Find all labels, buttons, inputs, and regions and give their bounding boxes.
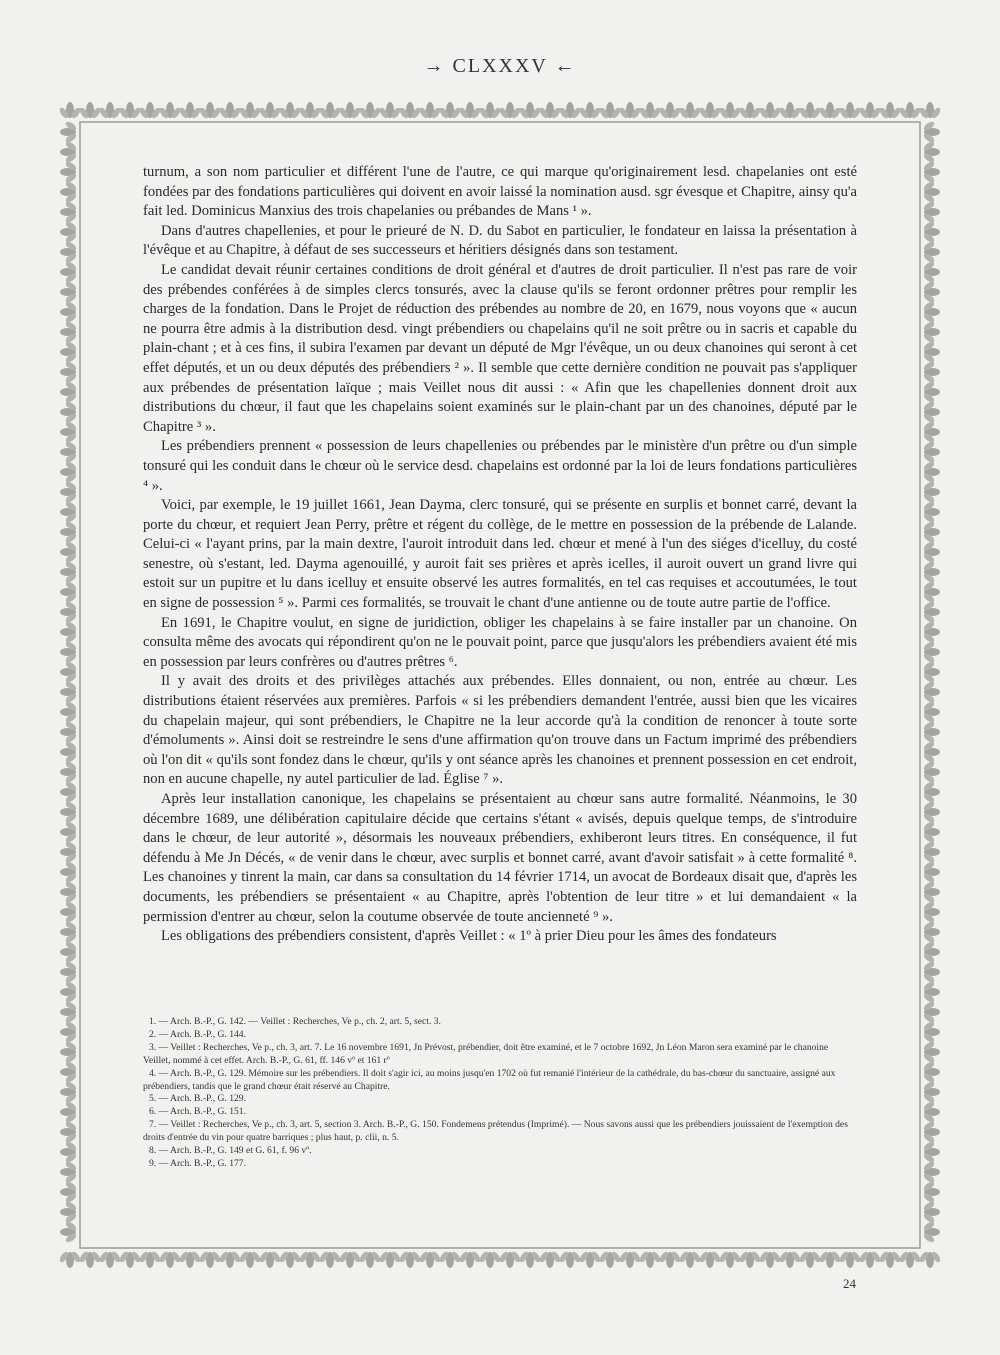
leaf-ornament	[922, 580, 940, 604]
leaf-ornament	[338, 1250, 362, 1268]
leaf-ornament	[922, 660, 940, 684]
leaf-ornament	[922, 240, 940, 264]
leaf-ornament	[658, 1250, 682, 1268]
footnote: 5. — Arch. B.-P., G. 129.	[149, 1093, 247, 1105]
leaf-ornament	[922, 720, 940, 744]
leaf-ornament	[60, 1140, 78, 1164]
leaf-ornament	[758, 1250, 782, 1268]
leaf-ornament	[878, 102, 902, 120]
page-number: 24	[843, 1276, 856, 1291]
leaf-ornament	[238, 102, 262, 120]
leaf-ornament	[258, 1250, 282, 1268]
leaf-ornament	[298, 1250, 322, 1268]
leaf-ornament	[922, 880, 940, 904]
leaf-ornament	[922, 980, 940, 1004]
leaf-ornament	[922, 1060, 940, 1084]
leaf-ornament	[60, 280, 78, 304]
paragraph: turnum, a son nom particulier et différent l'une de l'autre, ce qui marque qu'originairement lesd. chapelanies ont esté fondées par des fondations particulières qui doivent en avoir laissé la nomination ausd. sgr évesque et Chapitre, ainsy qu'a fait led. Dominicus Manxius des trois chapelanies ou prébandes de Mans ¹ ».	[143, 164, 857, 220]
leaf-ornament	[158, 1250, 182, 1268]
leaf-ornament	[398, 1250, 422, 1268]
leaf-ornament	[922, 680, 940, 704]
leaf-ornament	[922, 360, 940, 384]
leaf-ornament	[60, 1180, 78, 1204]
leaf-ornament	[698, 1250, 722, 1268]
footnote: 9. — Arch. B.-P., G. 177.	[149, 1157, 247, 1169]
leaf-ornament	[60, 660, 78, 684]
leaf-ornament	[778, 1250, 802, 1268]
leaf-ornament	[60, 920, 78, 944]
leaf-ornament	[558, 1250, 582, 1268]
leaf-ornament	[58, 1250, 82, 1268]
leaf-ornament	[138, 1250, 162, 1268]
leaf-ornament	[458, 102, 482, 120]
leaf-ornament	[922, 800, 940, 824]
leaf-ornament	[60, 340, 78, 364]
leaf-ornament	[922, 1020, 940, 1044]
leaf-ornament	[798, 102, 822, 120]
leaf-ornament	[518, 1250, 542, 1268]
leaf-ornament	[922, 420, 940, 444]
leaf-ornament	[718, 1250, 742, 1268]
leaf-ornament	[638, 1250, 662, 1268]
paragraph: Il y avait des droits et des privilèges attachés aux prébendes. Elles donnaient, ou non, entrée au chœur. Les distributions étaient réservées aux premières. Parfois « si les prébendiers demandent l'entrée, aussi bien que les vicaires du chapelain majeur, qui sont prébendiers, le Chapitre ne la leur accorde qu'à la condition de renoncer à toute sorte d'émoluments ». Ainsi doit se restreindre le sens d'une affirmation qu'on trouve dans un Factum imprimé des prébendiers où l'on dit « qu'ils sont fondez dans le chœur, qu'ils y ont séance après les chanoines et prennent possession en cet endroit, non en aucune chapelle, ny autel particulier de lad. Église ⁷ ».	[143, 673, 857, 788]
leaf-ornament	[60, 320, 78, 344]
leaf-ornament	[922, 380, 940, 404]
leaf-ornament	[418, 1250, 442, 1268]
leaf-ornament	[838, 1250, 862, 1268]
leaf-ornament	[60, 480, 78, 504]
leaf-ornament	[618, 1250, 642, 1268]
leaf-ornament	[60, 380, 78, 404]
leaf-ornament	[922, 1100, 940, 1124]
leaf-ornament	[178, 102, 202, 120]
leaf-ornament	[358, 1250, 382, 1268]
leaf-ornament	[922, 600, 940, 624]
leaf-ornament	[60, 420, 78, 444]
leaf-ornament	[858, 1250, 882, 1268]
leaf-ornament	[318, 1250, 342, 1268]
footnote: 8. — Arch. B.-P., G. 149 et G. 61, f. 96 vº.	[149, 1145, 312, 1157]
leaf-ornament	[922, 200, 940, 224]
leaf-ornament	[60, 720, 78, 744]
leaf-ornament	[60, 240, 78, 264]
leaf-ornament	[478, 102, 502, 120]
leaf-ornament	[338, 102, 362, 120]
leaf-ornament	[698, 102, 722, 120]
leaf-ornament	[60, 1220, 78, 1244]
leaf-ornament	[138, 102, 162, 120]
leaf-ornament	[498, 1250, 522, 1268]
leaf-ornament	[158, 102, 182, 120]
leaf-ornament	[578, 102, 602, 120]
leaf-ornament	[58, 102, 82, 120]
leaf-ornament	[898, 1250, 922, 1268]
leaf-ornament	[60, 400, 78, 424]
leaf-ornament	[118, 102, 142, 120]
leaf-ornament	[638, 102, 662, 120]
leaf-ornament	[258, 102, 282, 120]
leaf-ornament	[60, 360, 78, 384]
leaf-ornament	[778, 102, 802, 120]
footnote: 3. — Veillet : Recherches, Ve p., ch. 3, art. 7. Le 16 novembre 1691, Jn Prévost, prébendier, doit être examiné, et le 7 octobre 1692, Jn Léon Maron sera examiné par le chanoine Veillet, nommé à cet effet. Arch. B.-P., G. 61, ff. 146 vº et 161 rº	[143, 1041, 829, 1066]
leaf-ornament	[718, 102, 742, 120]
paragraph: En 1691, le Chapitre voulut, en signe de juridiction, obliger les chapelains à se faire installer par un chanoine. On consulta même des avocats qui répondirent qu'on ne le pouvait point, parce que jusqu'alors les prébendiers avaient été mis en possession par leurs confrères ou d'autres prêtres ⁶.	[143, 614, 857, 670]
main-text-block	[143, 163, 857, 947]
leaf-ornament	[60, 840, 78, 864]
leaf-ornament	[922, 740, 940, 764]
leaf-ornament	[922, 1120, 940, 1144]
leaf-ornament	[618, 102, 642, 120]
paragraph: Le candidat devait réunir certaines conditions de droit général et d'autres de droit particulier. Il n'est pas rare de voir des prébendes conférées à de simples clercs tonsurés, avec la clause qu'ils se feront ordonner prêtres pour remplir les charges de la fondation. Dans le Projet de réduction des prébendes au nombre de 20, en 1679, nous voyons que « aucun ne pourra être admis à la distribution desd. vingt prébendiers ou chapelains qu'il ne soit prêtre ou in sacris et capable du plain-chant ; et à ces fins, il subira l'examen par devant un député de Mgr l'évêque, un ou deux chanoines qui seront à cet effet députés, et un ou deux députés des prébendiers ² ». Il semble que cette dernière condition ne pouvait pas s'appliquer aux prébendes de présentation laïque ; mais Veillet nous dit aussi : « Afin que les chapellenies donnent droit aux distributions du chœur, il faut que les chapelains soient examinés sur le plain-chant par un des chanoines, député par le Chapitre ³ ».	[143, 261, 857, 435]
leaf-ornament	[60, 1080, 78, 1104]
leaf-ornament	[922, 1180, 940, 1204]
leaf-ornament	[60, 460, 78, 484]
footnote: 2. — Arch. B.-P., G. 144.	[149, 1028, 247, 1040]
leaf-ornament	[60, 1100, 78, 1124]
leaf-ornament	[418, 102, 442, 120]
leaf-ornament	[60, 860, 78, 884]
leaf-ornament	[60, 740, 78, 764]
leaf-ornament	[60, 760, 78, 784]
leaf-ornament	[478, 1250, 502, 1268]
footnotes-block	[143, 1016, 857, 1171]
leaf-ornament	[60, 940, 78, 964]
leaf-ornament	[922, 1200, 940, 1224]
leaf-ornament	[60, 1120, 78, 1144]
leaf-ornament	[922, 960, 940, 984]
leaf-ornament	[60, 900, 78, 924]
leaf-ornament	[918, 102, 942, 120]
leaf-ornament	[922, 440, 940, 464]
leaf-ornament	[60, 800, 78, 824]
leaf-ornament	[922, 260, 940, 284]
leaf-ornament	[118, 1250, 142, 1268]
leaf-ornament	[278, 102, 302, 120]
leaf-ornament	[922, 400, 940, 424]
leaf-ornament	[60, 780, 78, 804]
footnote: 1. — Arch. B.-P., G. 142. — Veillet : Recherches, Ve p., ch. 2, art. 5, sect. 3.	[149, 1016, 441, 1027]
leaf-ornament	[922, 1080, 940, 1104]
leaf-ornament	[922, 460, 940, 484]
footnote: 4. — Arch. B.-P., G. 129. Mémoire sur les prébendiers. Il doit s'agir ici, au moins jusqu'en 1702 où fut remanié l'intérieur de la cathédrale, du bas-chœur du sanctuaire, assigné aux prébendiers, tandis que le grand chœur était réservé au Chapitre.	[143, 1067, 836, 1092]
leaf-ornament	[818, 1250, 842, 1268]
leaf-ornament	[598, 1250, 622, 1268]
leaf-ornament	[98, 1250, 122, 1268]
leaf-ornament	[378, 102, 402, 120]
paragraph: Les prébendiers prennent « possession de leurs chapellenies ou prébendes par le ministère d'un prêtre ou d'un simple tonsuré qui les conduit dans le chœur où le service desd. chapelains est ordonné par la loi de leurs fondations particulières ⁴ ».	[143, 438, 857, 494]
leaf-ornament	[538, 102, 562, 120]
leaf-ornament	[922, 500, 940, 524]
leaf-ornament	[922, 320, 940, 344]
footnote: 7. — Veillet : Recherches, Ve p., ch. 3, art. 5, section 3. Arch. B.-P., G. 150. Fondemens prétendus (Imprimé). — Nous savons aussi que les prébendiers jouissaient de l'exemption des droits d'entrée du vin pour quatre barriques ; plus haut, p. clii, n. 5.	[143, 1119, 848, 1144]
leaf-ornament	[922, 540, 940, 564]
leaf-ornament	[218, 102, 242, 120]
leaf-ornament	[60, 1020, 78, 1044]
leaf-ornament	[518, 102, 542, 120]
leaf-ornament	[922, 940, 940, 964]
leaf-ornament	[922, 620, 940, 644]
leaf-ornament	[178, 1250, 202, 1268]
leaf-ornament	[318, 102, 342, 120]
leaf-ornament	[922, 860, 940, 884]
leaf-ornament	[60, 1000, 78, 1024]
paragraph: Dans d'autres chapellenies, et pour le prieuré de N. D. du Sabot en particulier, le fondateur en laissa la présentation à l'évêque et au Chapitre, à défaut de ses successeurs et héritiers désignés dans son testament.	[143, 222, 857, 259]
leaf-ornament	[758, 102, 782, 120]
leaf-ornament	[918, 1250, 942, 1268]
leaf-ornament	[60, 440, 78, 464]
leaf-ornament	[60, 580, 78, 604]
leaf-ornament	[922, 280, 940, 304]
leaf-ornament	[598, 102, 622, 120]
leaf-ornament	[60, 640, 78, 664]
leaf-ornament	[458, 1250, 482, 1268]
leaf-ornament	[922, 180, 940, 204]
leaf-ornament	[538, 1250, 562, 1268]
leaf-ornament	[60, 1160, 78, 1184]
leaf-ornament	[922, 920, 940, 944]
leaf-ornament	[498, 102, 522, 120]
leaf-ornament	[238, 1250, 262, 1268]
leaf-ornament	[78, 102, 102, 120]
leaf-ornament	[922, 160, 940, 184]
leaf-ornament	[922, 1160, 940, 1184]
leaf-ornament	[278, 1250, 302, 1268]
leaf-ornament	[60, 600, 78, 624]
leaf-ornament	[922, 120, 940, 144]
leaf-ornament	[898, 102, 922, 120]
leaf-ornament	[60, 700, 78, 724]
leaf-ornament	[60, 620, 78, 644]
paragraph: Voici, par exemple, le 19 juillet 1661, Jean Dayma, clerc tonsuré, qui se présente en surplis et bonnet carré, devant la porte du chœur, et requiert Jean Perry, prêtre et régent du collège, de le mettre en possession de la prébende de Lalande. Celui-ci « l'ayant prins, par la main dextre, l'auroit introduit dans led. chœur et mené à l'un des siéges d'icelluy, du costé senestre, où s'estant, led. Dayma agenouillé, y auroit fait ses prières et après icelles, il auroit ouvert un grand livre qui estoit sur un pupitre et lu dans icelluy et ensuite observé les autres formalités, en tel cas requises et accoutumées, le tout en signe de possession ⁵ ». Parmi ces formalités, se trouvait le chant d'une antienne ou de toute autre partie de l'office.	[143, 497, 857, 612]
leaf-ornament	[438, 102, 462, 120]
leaf-ornament	[60, 880, 78, 904]
leaf-ornament	[922, 340, 940, 364]
page-roman-numeral: → CLXXXV ←	[423, 55, 577, 77]
leaf-ornament	[60, 960, 78, 984]
leaf-ornament	[60, 160, 78, 184]
leaf-ornament	[60, 500, 78, 524]
leaf-ornament	[922, 220, 940, 244]
leaf-ornament	[60, 520, 78, 544]
leaf-ornament	[60, 1200, 78, 1224]
leaf-ornament	[398, 102, 422, 120]
leaf-ornament	[198, 102, 222, 120]
footnote: 6. — Arch. B.-P., G. 151.	[149, 1106, 247, 1118]
leaf-ornament	[738, 102, 762, 120]
leaf-ornament	[922, 520, 940, 544]
leaf-ornament	[378, 1250, 402, 1268]
leaf-ornament	[838, 102, 862, 120]
leaf-ornament	[578, 1250, 602, 1268]
leaf-ornament	[922, 820, 940, 844]
leaf-ornament	[922, 780, 940, 804]
leaf-ornament	[922, 1140, 940, 1164]
paragraph: Après leur installation canonique, les chapelains se présentaient au chœur sans autre formalité. Néanmoins, le 30 décembre 1689, une délibération capitulaire décide que certains s'étant « avisés, depuis quelque temps, de s'introduire dans le chœur, de leur autorité », désormais les nouveaux prébendiers, exhiberont leurs titres. En conséquence, il fut défendu à Me Jn Décés, « de venir dans le chœur, avec surplis et bonnet carré, avant d'avoir satisfait » à cette formalité ⁸. Les chanoines y tinrent la main, car dans sa consultation du 14 février 1714, un avocat de Bordeaux disait que, d'après les documents, les prébendiers se présentaient « au Chapitre, après l'obtention de leur titre » et lui demandaient « la permission d'entrer au chœur, selon la coutume observée de toute ancienneté ⁹ ».	[143, 791, 857, 925]
leaf-ornament	[298, 102, 322, 120]
leaf-ornament	[922, 640, 940, 664]
leaf-ornament	[60, 680, 78, 704]
leaf-ornament	[922, 1000, 940, 1024]
leaf-ornament	[60, 1060, 78, 1084]
leaf-ornament	[60, 820, 78, 844]
leaf-ornament	[218, 1250, 242, 1268]
leaf-ornament	[922, 900, 940, 924]
leaf-ornament	[60, 560, 78, 584]
leaf-ornament	[60, 300, 78, 324]
leaf-ornament	[658, 102, 682, 120]
leaf-ornament	[922, 1220, 940, 1244]
leaf-ornament	[60, 220, 78, 244]
leaf-ornament	[558, 102, 582, 120]
leaf-ornament	[922, 480, 940, 504]
leaf-ornament	[922, 840, 940, 864]
leaf-ornament	[60, 1040, 78, 1064]
leaf-ornament	[922, 300, 940, 324]
leaf-ornament	[858, 102, 882, 120]
leaf-ornament	[60, 180, 78, 204]
leaf-ornament	[60, 200, 78, 224]
leaf-ornament	[78, 1250, 102, 1268]
leaf-ornament	[60, 980, 78, 1004]
paragraph: Les obligations des prébendiers consistent, d'après Veillet : « 1º à prier Dieu pour les âmes des fondateurs	[161, 928, 777, 945]
leaf-ornament	[358, 102, 382, 120]
leaf-ornament	[922, 700, 940, 724]
leaf-ornament	[60, 260, 78, 284]
leaf-ornament	[798, 1250, 822, 1268]
leaf-ornament	[738, 1250, 762, 1268]
leaf-ornament	[60, 140, 78, 164]
leaf-ornament	[198, 1250, 222, 1268]
leaf-ornament	[438, 1250, 462, 1268]
leaf-ornament	[922, 140, 940, 164]
leaf-ornament	[922, 560, 940, 584]
leaf-ornament	[678, 1250, 702, 1268]
leaf-ornament	[818, 102, 842, 120]
leaf-ornament	[60, 120, 78, 144]
leaf-ornament	[60, 540, 78, 564]
leaf-ornament	[98, 102, 122, 120]
leaf-ornament	[878, 1250, 902, 1268]
leaf-ornament	[922, 760, 940, 784]
leaf-ornament	[678, 102, 702, 120]
leaf-ornament	[922, 1040, 940, 1064]
